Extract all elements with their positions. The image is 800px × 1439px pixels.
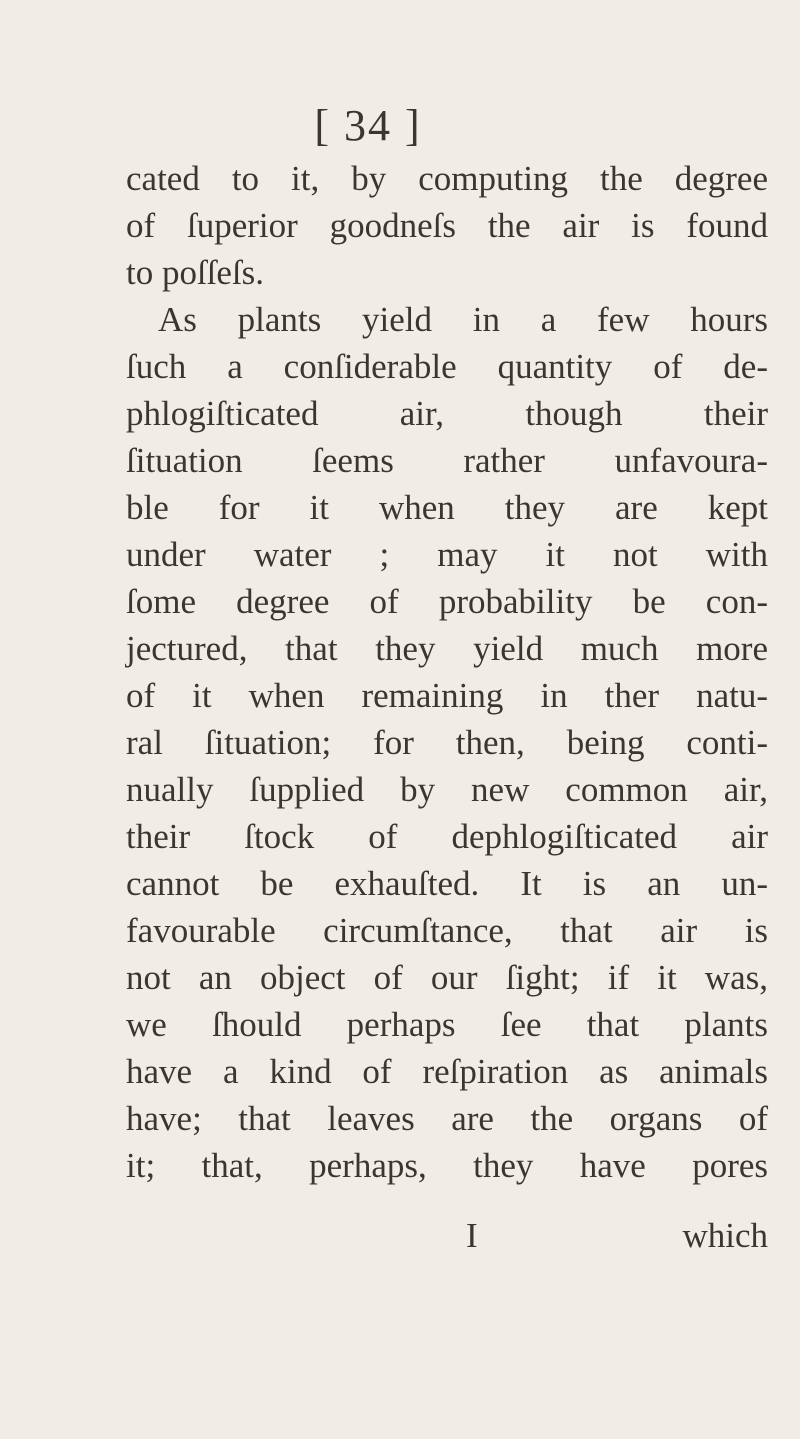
text-line: ſituation ſeems rather unfavoura- — [126, 441, 768, 480]
text-line: As plants yield in a few hours — [158, 300, 768, 339]
signature-mark: I — [466, 1216, 478, 1255]
text-line: ral ſituation; for then, being conti- — [126, 723, 768, 762]
text-line: their ſtock of dephlogiſticated air — [126, 817, 768, 856]
text-line: ble for it when they are kept — [126, 488, 768, 527]
text-line: we ſhould perhaps ſee that plants — [126, 1005, 768, 1044]
text-line: ſuch a conſiderable quantity of de- — [126, 347, 768, 386]
text-line: ſome degree of probability be con- — [126, 582, 768, 621]
catchword: which — [682, 1216, 768, 1255]
text-line: cated to it, by computing the degree — [126, 159, 768, 198]
body-text — [126, 155, 768, 1189]
text-line: to poſſeſs. — [126, 253, 265, 292]
text-line: phlogiſticated air, though their — [126, 394, 768, 433]
text-line: jectured, that they yield much more — [126, 629, 768, 668]
text-line: have a kind of reſpiration as animals — [126, 1052, 768, 1091]
text-line: of ſuperior goodneſs the air is found — [126, 206, 768, 245]
text-line: nually ſupplied by new common air, — [126, 770, 768, 809]
text-line: under water ; may it not with — [126, 535, 768, 574]
page-footer — [126, 1212, 768, 1259]
text-line: have; that leaves are the organs of — [126, 1099, 768, 1138]
text-line: cannot be exhauſted. It is an un- — [126, 864, 768, 903]
text-line: of it when remaining in ther natu- — [126, 676, 768, 715]
text-line: not an object of our ſight; if it was, — [126, 958, 768, 997]
text-line: it; that, perhaps, they have pores — [126, 1146, 768, 1185]
page-header: [ 34 ] — [314, 101, 422, 150]
text-line: favourable circumſtance, that air is — [126, 911, 768, 950]
